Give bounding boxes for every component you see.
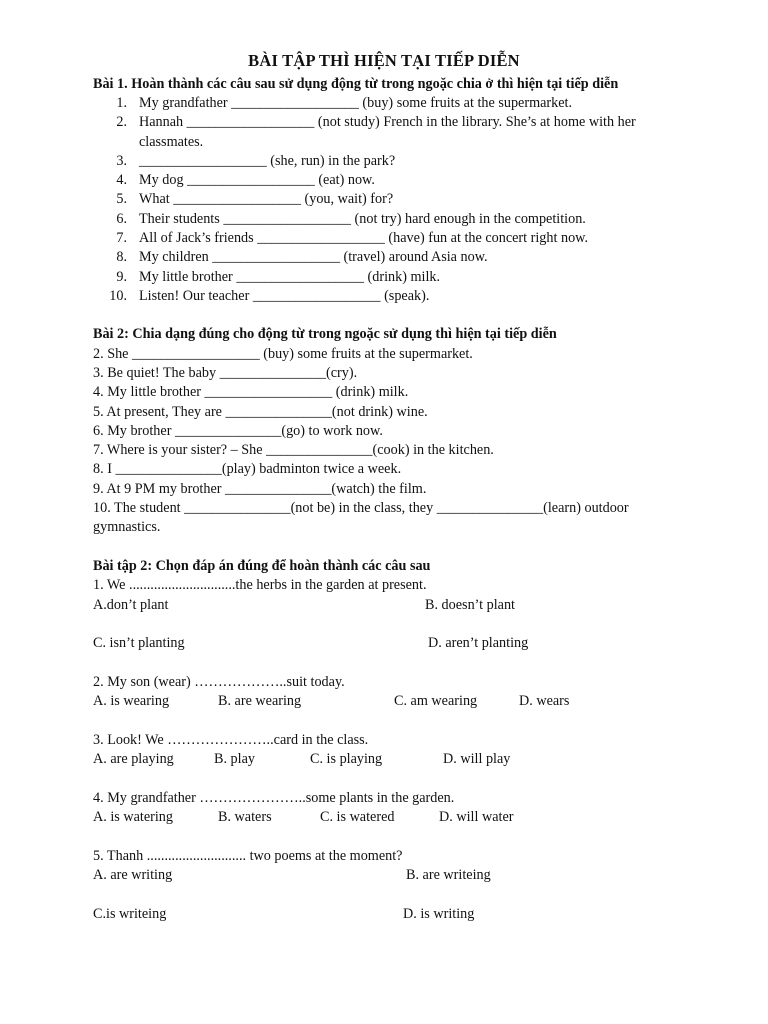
option-c: C. is playing (310, 751, 383, 767)
exercise-2-heading: Bài 2: Chia dạng đúng cho động từ trong ngoặc sử dụng thì hiện tại tiếp diễn (93, 326, 557, 342)
question-text: 1. We ..............................the herbs in the garden at present. (93, 577, 427, 593)
option-c: C. is watered (320, 809, 395, 825)
exercise-3-heading: Bài tập 2: Chọn đáp án đúng để hoàn thành các câu sau (93, 558, 431, 574)
option-b: B. are wearing (218, 693, 302, 709)
option-a: A. are playing (93, 751, 174, 767)
exercise-1-heading: Bài 1. Hoàn thành các câu sau sử dụng động từ trong ngoặc chia ở thì hiện tại tiếp diễn (93, 76, 619, 92)
question-text: 4. My grandfather …………………..some plants in the garden. (93, 790, 455, 806)
option-b: B. are writeing (406, 867, 491, 883)
list-item: 10. The student _______________(not be) in the class, they _______________(learn) outdoor (93, 500, 629, 516)
option-c: C. am wearing (394, 693, 478, 709)
question-text: 5. Thanh ............................ two poems at the moment? (93, 848, 403, 864)
list-item: 8. I _______________(play) badminton twice a week. (93, 461, 402, 477)
option-b: B. play (214, 751, 255, 767)
list-item: 4. My little brother __________________ (drink) milk. (93, 384, 409, 400)
option-d: D. aren’t planting (428, 635, 529, 651)
option-d: D. is writing (403, 906, 475, 922)
list-item: 3. Be quiet! The baby _______________(cry). (93, 365, 358, 381)
option-c: C. isn’t planting (93, 635, 185, 651)
option-c: C.is writeing (93, 906, 167, 922)
option-d: D. will water (439, 809, 514, 825)
option-b: B. waters (218, 809, 272, 825)
question-text: 2. My son (wear) ………………..suit today. (93, 674, 345, 690)
option-b: B. doesn’t plant (425, 597, 515, 613)
option-d: D. wears (519, 693, 570, 709)
option-d: D. will play (443, 751, 511, 767)
list-item: 2. She __________________ (buy) some fruits at the supermarket. (93, 346, 473, 362)
page-title: BÀI TẬP THÌ HIỆN TẠI TIẾP DIỄN (248, 51, 520, 70)
option-a: A. are writing (93, 867, 173, 883)
list-item: 7. Where is your sister? – She _______________(cook) in the kitchen. (93, 442, 494, 458)
option-a: A. is watering (93, 809, 173, 825)
list-item-continuation: gymnastics. (93, 519, 161, 535)
option-a: A.don’t plant (93, 597, 169, 613)
question-text: 3. Look! We …………………..card in the class. (93, 732, 369, 748)
list-item: 6. My brother _______________(go) to work now. (93, 423, 383, 439)
list-item: 5. At present, They are _______________(not drink) wine. (93, 404, 428, 420)
list-item: 9. At 9 PM my brother _______________(watch) the film. (93, 481, 427, 497)
option-a: A. is wearing (93, 693, 170, 709)
list-item-continuation: classmates. (139, 134, 204, 150)
